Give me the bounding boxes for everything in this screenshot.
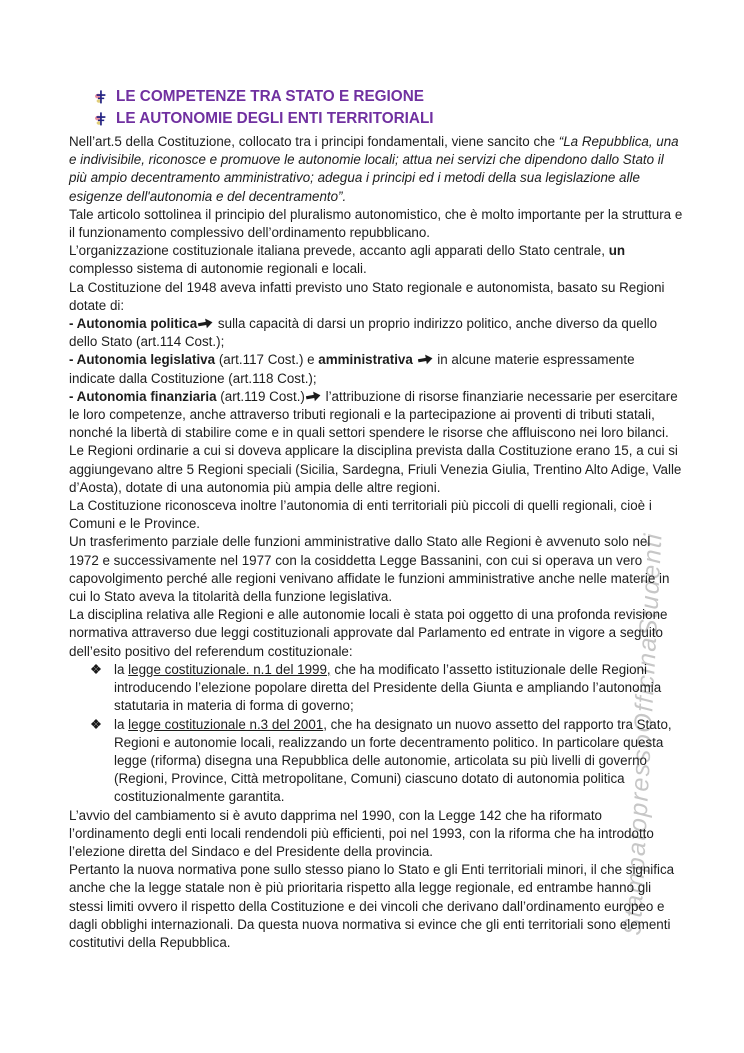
heading-item bbox=[95, 86, 683, 108]
text-segment: Tale articolo sottolinea il principio del pluralismo autonomistico, che è molto importante per la struttura e il funzionamento complessivo dell’ordinamento repubblicano. bbox=[69, 206, 683, 241]
text-segment: legge costituzionale. n.1 del 1999, bbox=[128, 661, 331, 677]
text-segment: La Costituzione del 1948 aveva infatti previsto uno Stato regionale e autonomista, basato su Regioni dotate di: bbox=[69, 279, 665, 313]
paragraph bbox=[69, 533, 683, 606]
text-segment: che ha modificato l’assetto istituzionale delle Regioni introducendo l’elezione popolare diretta del Presidente della Giunta e ampliando l’autonomia statutaria in materia di forma di governo; bbox=[114, 661, 662, 714]
text-segment: Nell’art.5 della Costituzione, collocato tra i principi fondamentali, viene sancito che bbox=[69, 134, 559, 149]
text-segment: complesso sistema di autonomie regionali e locali. bbox=[69, 261, 367, 277]
text-segment: amministrativa bbox=[318, 352, 413, 368]
text-segment: - Autonomia politica bbox=[69, 316, 198, 332]
text-segment: in alcune materie espressamente indicate dalla Costituzione (art.118 Cost.); bbox=[69, 352, 635, 386]
paragraph bbox=[69, 861, 683, 952]
heading-item bbox=[95, 108, 683, 130]
paragraph bbox=[69, 351, 683, 387]
heading-label: LE COMPETENZE TRA STATO E REGIONE bbox=[116, 88, 424, 105]
document-content bbox=[69, 86, 683, 952]
text-segment: Pertanto la nuova normativa pone sullo stesso piano lo Stato e gli Enti territoriali minori, il che significa anche che la legge statale non è più prioritaria rispetto alla legge regionale, ed entrambe hanno gli stessi limiti ovvero il rispetto della Costituzione e dei vincoli che derivano dall’ordinamento europeo e dagli obblighi internazionali. Da questa nuova normativa si evince che gli enti territoriali sono elementi costitutivi della Repubblica. bbox=[69, 862, 675, 950]
cross-bullet-icon bbox=[95, 112, 107, 126]
text-segment: L’avvio del cambiamento si è avuto dapprima nel 1990, con la Legge 142 che ha riformato l’ordinamento degli enti locali rendendoli più efficienti, poi nel 1993, con la riforma che ha introdotto l’elezione diretta del Sindaco e del Presidente della provincia. bbox=[69, 807, 654, 859]
paragraph bbox=[69, 807, 683, 862]
text-segment: L’organizzazione costituzionale italiana prevede, accanto agli apparati dello Stato centrale, bbox=[69, 243, 609, 259]
text-segment: Le Regioni ordinarie a cui si doveva applicare la disciplina prevista dalla Costituzione erano 15, a cui si aggiungevano altre 5 Regioni speciali (Sicilia, Sardegna, Friuli Venezia Giulia, Trentino Alto Adige, Valle d’Aosta), dotate di una autonomia più ampia delle altre regioni. bbox=[69, 443, 682, 495]
text-segment: la bbox=[114, 661, 129, 677]
text-segment: (art.117 Cost.) e bbox=[215, 352, 319, 368]
cross-bullet-icon bbox=[95, 90, 107, 104]
paragraph bbox=[69, 133, 683, 206]
paragraph bbox=[69, 606, 683, 661]
text-segment: (art.119 Cost.) bbox=[216, 388, 305, 404]
paragraph bbox=[69, 206, 683, 242]
text-segment: legge costituzionale n.3 del 2001 bbox=[128, 716, 324, 732]
paragraph bbox=[69, 315, 683, 351]
text-segment: un bbox=[608, 243, 626, 259]
heading-list bbox=[69, 86, 683, 130]
paragraph-list bbox=[69, 133, 683, 952]
diamond-item bbox=[69, 661, 683, 716]
arrow-right-icon bbox=[198, 315, 213, 333]
text-segment: La disciplina relativa alle Regioni e alle autonomie locali è stata poi oggetto di una profonda revisione normativa attraverso due leggi costituzionali approvate dal Parlamento ed entrate in vigore a seguito dell’esito positivo del referendum costituzionale: bbox=[69, 607, 668, 659]
paragraph bbox=[69, 497, 683, 533]
arrow-right-icon bbox=[306, 388, 321, 406]
arrow-right-icon bbox=[418, 351, 433, 369]
paragraph bbox=[69, 279, 683, 315]
text-segment: l’attribuzione di risorse finanziarie necessarie per esercitare le loro competenze, anche attraverso tributi regionali e la partecipazione ai proventi di tributi statali, nonché la libertà di stabilire come e in quali settori spendere le risorse che affluiscono nei loro bilanci. bbox=[69, 388, 678, 441]
paragraph bbox=[69, 242, 683, 278]
paragraph bbox=[69, 442, 683, 497]
text-segment: La Costituzione riconosceva inoltre l’autonomia di enti territoriali più piccoli di quelli regionali, cioè i Comuni e le Province. bbox=[69, 498, 652, 532]
text-segment: la bbox=[114, 716, 129, 732]
diamond-bullet-icon bbox=[91, 719, 101, 729]
text-segment: sulla capacità di darsi un proprio indirizzo politico, anche diverso da quello dello Stato (art.114 Cost.); bbox=[69, 316, 658, 350]
text-segment: Un trasferimento parziale delle funzioni amministrative dallo Stato alle Regioni è avvenuto solo nel 1972 e successivamente nel 1977 con la cosiddetta Legge Bassanini, con cui si operava un vero capovolgimento perché alle regioni venivano affidate le funzioni amministrative anche nelle materie in cui lo Stato aveva la titolarità della funzione legislativa. bbox=[69, 534, 670, 605]
text-segment: - Autonomia legislativa bbox=[69, 352, 216, 368]
text-segment: - Autonomia finanziaria bbox=[69, 388, 217, 404]
paragraph bbox=[69, 388, 683, 443]
text-segment: “La Repubblica, una e indivisibile, riconosce e promuove le autonomie locali; attua nei servizi che dipendono dallo Stato il più ampio decentramento amministrativo; adegua i principi ed i metodi della sua legislazione alle esigenze dell'autonomia e del decentramento”. bbox=[69, 134, 679, 204]
text-segment bbox=[413, 352, 417, 367]
diamond-item bbox=[69, 716, 683, 807]
heading-label: LE AUTONOMIE DEGLI ENTI TERRITORIALI bbox=[116, 110, 434, 127]
diamond-bullet-icon bbox=[91, 664, 101, 674]
text-segment: , che ha designato un nuovo assetto del rapporto tra Stato, Regioni e autonomie locali, realizzando un forte decentramento politico. In particolare questa legge (riforma) disegna una Repubblica delle autonomie, articolata su più livelli di governo (Regioni, Province, Città metropolitane, Comuni) ciascuno dotato di autonomia politica costituzionalmente garantita. bbox=[114, 716, 672, 805]
watermark: StampatopressoOfficinaStudenti bbox=[618, 531, 668, 937]
